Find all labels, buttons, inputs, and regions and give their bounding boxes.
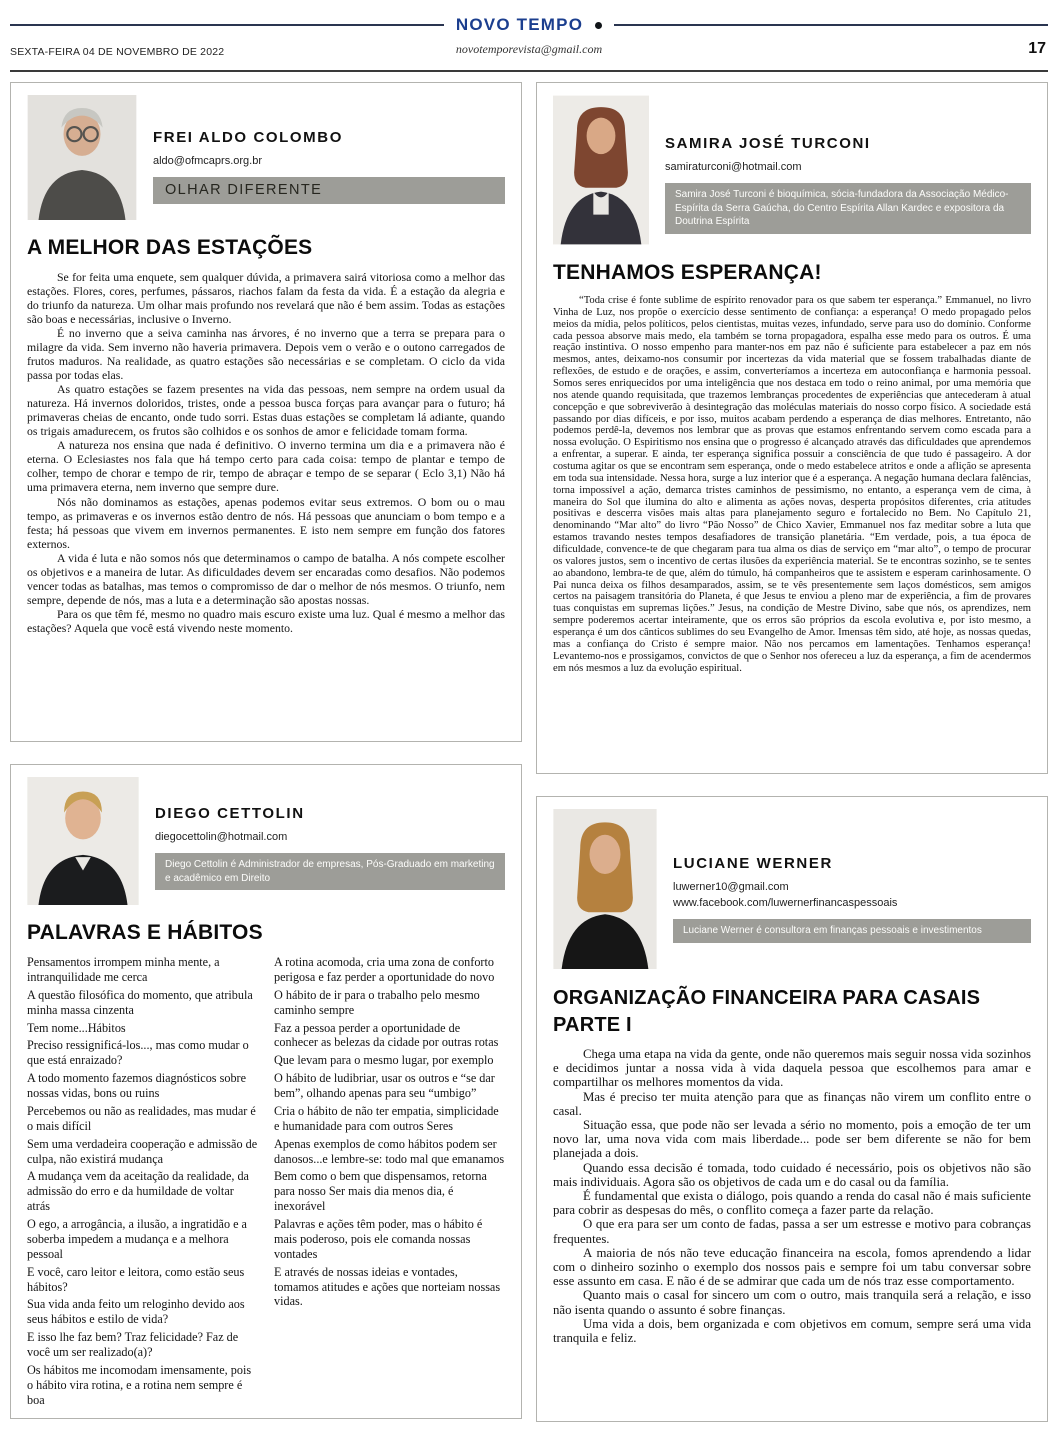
paragraph: Quanto mais o casal for sincero um com o outro, mais tranquila será a relação, e isso não isenta quando o assunto é sobre finanças. bbox=[553, 1288, 1031, 1317]
header-divider bbox=[10, 70, 1048, 72]
paragraph: Para os que têm fé, mesmo no quadro mais escuro existe uma luz. Qual é mesmo a melhor das estações? Aquela que você está vivendo neste momento. bbox=[27, 606, 505, 635]
article-body bbox=[27, 955, 505, 1411]
author-email: diegocettolin@hotmail.com bbox=[155, 831, 288, 843]
paragraph: É fundamental que exista o diálogo, pois quando a renda do casal não é mais suficiente para cobrir as despesas do mês, o conflito começa a fazer parte da relação. bbox=[553, 1189, 1031, 1218]
masthead-rule-left bbox=[10, 24, 444, 26]
article-headline: TENHAMOS ESPERANÇA! bbox=[553, 261, 822, 284]
author-email: samiraturconi@hotmail.com bbox=[665, 161, 802, 173]
paragraph: E isso lhe faz bem? Traz felicidade? Faz de você um ser realizado(a)? bbox=[27, 1330, 239, 1359]
paragraph: Pensamentos irrompem minha mente, a intranquilidade me cerca bbox=[27, 955, 220, 984]
left-column bbox=[10, 82, 522, 1422]
paragraph: É no inverno que a seiva caminha nas árvores, é no inverno que a terra se prepara para o milagre da vida. Sem inverno não haveria primavera. Depois vem o verão e o outono carregados de frutos maduros. Na realidade, as quatro estações são necessárias e se completam. O ciclo da vida passa por todas elas. bbox=[27, 326, 505, 383]
article-body bbox=[27, 270, 505, 635]
author-email: aldo@ofmcaprs.org.br bbox=[153, 155, 262, 167]
paragraph: Tem nome...Hábitos bbox=[27, 1020, 126, 1035]
author-name: SAMIRA JOSÉ TURCONI bbox=[665, 135, 871, 152]
author-header bbox=[27, 95, 505, 220]
author-header bbox=[553, 95, 1031, 245]
paragraph: Sua vida anda feito um reloginho devido aos seus hábitos e estilo de vida? bbox=[27, 1297, 245, 1327]
author-name: FREI ALDO COLOMBO bbox=[153, 129, 343, 146]
paragraph: E através de nossas ideias e vontades, tomamos atitudes e ações que norteiam nossas vidas. bbox=[274, 1264, 501, 1309]
paragraph: Palavras e ações têm poder, mas o hábito é mais poderoso, pois ele comanda nossas vontades bbox=[274, 1217, 483, 1261]
paragraph: O hábito de ludibriar, usar os outros e “se dar bem”, olhando apenas para seu “umbigo” bbox=[274, 1071, 495, 1100]
paragraph: O que era para ser um conto de fadas, passa a ser um estresse e motivo para cobranças frequentes. bbox=[553, 1217, 1031, 1246]
paragraph: E você, caro leitor e leitora, como estão seus hábitos? bbox=[27, 1264, 245, 1294]
paragraph: Cria o hábito de não ter empatia, simplicidade e humanidade para com outros Seres bbox=[274, 1103, 499, 1133]
section-bar: OLHAR DIFERENTE bbox=[153, 177, 505, 204]
masthead bbox=[10, 12, 1048, 72]
paragraph: A questão filosófica do momento, que atribula minha massa cinzenta bbox=[27, 987, 253, 1017]
author-website: www.facebook.com/luwernerfinancaspessoais bbox=[673, 897, 898, 909]
article-body bbox=[553, 295, 1031, 675]
masthead-dot-icon bbox=[595, 22, 602, 29]
author-header bbox=[27, 777, 505, 905]
paragraph: Quando essa decisão é tomada, todo cuidado é necessário, pois os objetivos não são mais individuais. Agora são os objetivos de cada um e do casal ou da família. bbox=[553, 1160, 1031, 1189]
author-name: LUCIANE WERNER bbox=[673, 855, 833, 872]
author-bio-bar: Diego Cettolin é Administrador de empresas, Pós-Graduado em marketing e acadêmico em Direito bbox=[155, 853, 505, 890]
paragraph: Sem uma verdadeira cooperação e admissão de culpa, não existirá mudança bbox=[27, 1136, 258, 1166]
paragraph: A rotina acomoda, cria uma zona de conforto perigosa e faz perder a oportunidade do novo bbox=[274, 955, 495, 984]
author-bio-bar: Luciane Werner é consultora em finanças pessoais e investimentos bbox=[673, 919, 1031, 943]
paragraph: A maioria de nós não teve educação financeira na escola, fomos aprendendo a lidar com o dinheiro sozinho o exemplo dos nossos pais e sempre foi um tabu conversar sobre esse assunto em casa. E não é de se admirar que cada um de nós traz esse comportamento. bbox=[553, 1245, 1031, 1289]
article-luciane-werner bbox=[536, 796, 1048, 1422]
page-number: 17 bbox=[1028, 40, 1046, 57]
content-grid bbox=[10, 82, 1048, 1422]
poem-column-2 bbox=[274, 955, 505, 1411]
author-photo bbox=[27, 95, 137, 220]
elderly-man-glasses-avatar bbox=[27, 95, 137, 220]
paragraph: Mas é preciso ter muita atenção para que as finanças não virem um conflito entre o casal. bbox=[553, 1089, 1031, 1118]
paragraph: A vida é luta e não somos nós que determinamos o campo de batalha. A nós compete escolher os objetivos e a maneira de lutar. As dificuldades devem ser encaradas como desafios. Não podemos vencer todas as batalhas, mas temos o compromisso de dar o melhor de nós mesmos. O triunfo, nem sempre, depende de nós, mas a luta e a determinação são apostas nossas. bbox=[27, 550, 505, 607]
paragraph: Nós não dominamos as estações, apenas podemos evitar seus extremos. O bom ou o mau tempo, as primaveras e os invernos estão dentro de nós. Há pessoas que anunciam o bom tempo e a festa; há pessoas que vivem em invernos permanentes. E isto nem sempre em função dos fatores externos. bbox=[27, 494, 505, 551]
paragraph: A natureza nos ensina que nada é definitivo. O inverno termina um dia e a primavera não é eterna. O Eclesiastes nos fala que há tempo certo para cada coisa: tempo de plantar e tempo de colher, tempo de chorar e tempo de rir, tempo de abraçar e tempo de se separar ( Eclo 3,1) Não há uma primavera eterna, nem inverno que sempre dure. bbox=[27, 438, 505, 495]
paragraph: A todo momento fazemos diagnósticos sobre nossas vidas, bons ou ruins bbox=[27, 1071, 246, 1100]
paragraph: Percebemos ou não as realidades, mas mudar é o mais difícil bbox=[27, 1103, 256, 1133]
author-photo bbox=[553, 809, 657, 969]
article-body bbox=[553, 1047, 1031, 1345]
paragraph: Chega uma etapa na vida da gente, onde não queremos mais seguir nossa vida sozinhos e decidimos juntar a nossa vida à vida daquela pessoa que escolhemos para amar e compartilhar os melhores momentos da vida. bbox=[553, 1047, 1031, 1090]
paragraph: Uma vida a dois, bem organizada e com objetivos em comum, sempre será uma vida tranquila e feliz. bbox=[553, 1316, 1031, 1346]
paragraph: Preciso ressignificá-los..., mas como mudar o que está enraizado? bbox=[27, 1038, 249, 1068]
author-photo bbox=[553, 95, 649, 245]
author-photo bbox=[27, 777, 139, 905]
poem-column-1 bbox=[27, 955, 258, 1411]
paragraph: O ego, a arrogância, a ilusão, a ingratidão e a soberba impedem a mudança e a melhora pessoal bbox=[27, 1217, 247, 1261]
article-diego-cettolin bbox=[10, 764, 522, 1419]
article-frei-aldo bbox=[10, 82, 522, 742]
author-bio-bar: Samira José Turconi é bioquímica, sócia-fundadora da Associação Médico-Espírita da Serra Gaúcha, do Centro Espírita Allan Kardec e expositora da Doutrina Espírita bbox=[665, 183, 1031, 234]
edition-date: SEXTA-FEIRA 04 DE NOVEMBRO DE 2022 bbox=[10, 46, 225, 58]
article-samira-turconi bbox=[536, 82, 1048, 774]
paragraph: Faz a pessoa perder a oportunidade de conhecer as belezas da cidade por outras rotas bbox=[274, 1020, 499, 1050]
paragraph: Os hábitos me incomodam imensamente, pois o hábito vira rotina, e a rotina nem sempre é boa bbox=[27, 1362, 252, 1407]
newspaper-email: novotemporevista@gmail.com bbox=[455, 42, 603, 56]
paragraph: Situação essa, que pode não ser levada a sério no momento, pois a emoção de ter um novo lar, uma nova vida com mais liberdade... pode ser bem diferente se não for bem planejada a dois. bbox=[553, 1118, 1031, 1161]
newspaper-title: NOVO TEMPO bbox=[455, 15, 584, 34]
author-email: luwerner10@gmail.com bbox=[673, 881, 789, 893]
paragraph: Que levam para o mesmo lugar, por exemplo bbox=[274, 1053, 494, 1068]
paragraph: Apenas exemplos de como hábitos podem ser danosos...e lembre-se: todo mal que emanamos bbox=[274, 1136, 505, 1166]
paragraph: O hábito de ir para o trabalho pelo mesmo caminho sempre bbox=[274, 987, 480, 1017]
blond-man-polo-avatar bbox=[27, 777, 139, 905]
paragraph: “Toda crise é fonte sublime de espírito renovador para os que sabem ter esperança.” Emmanuel, no livro Vinha de Luz, nos propõe o exercício desse sentimento de confiança: a esperança! O medo propagado pelos meios da mídia, pelos políticos, pelos cientistas, muitas vezes, infundado, serve para uso do domínio. Conforme cada pessoa absorve mais medo, ela também se torna propagadora, espalha esse medo para os outros. É uma reação instintiva. O nosso empenho para manter-nos em paz não é suficiente para estabelecer a paz em nós mesmos, antes, deixamo-nos consumir por incertezas da vida material que se fossem trabalhadas diante de reflexões, de estudo e de orações, e assim, converteríamos a incerteza em autoconfiança e harmonia pessoal. Somos seres enriquecidos por uma inteligência que nos destaca em todo o reino animal, por uma memória que nos atende quando requisitada, que trazemos lembranças procedentes de experiências que antecederam à atual concepção e que sobreviverão à desintegração das moléculas materiais do nosso corpo físico. A sociedade está passando por dias difíceis, e por isso, muitos acabam perdendo a esperança de dias melhores. Entretanto, não podemos perdê-la, devemos nos lembrar que as provas que estamos enfrentando servem como escada para a nossa evolução. O Espiritismo nos ensina que o progresso é alcançado através das dificuldades que aprendemos a enfrentar, a superar. E ainda, ter esperança significa possuir a consciência de que tudo é passageiro. A dor costuma agitar os que se encontram sem esperança, onde o medo estabelece atritos e onde a aflição se apresenta em toda sua intensidade. Nessa hora, surge a luz interior que é a esperança. A negação humana declara falências, torna impossível a ação, demarca tristes caminhos de pessimismo, no entanto, a esperança vem de cima, à maneira do Sol que ilumina do alto e alimenta as ações novas, desperta propósitos diferentes, cria atitudes positivas e descerra visões mais altas para planejamento seguro e fortalecido no Bem. No Capítulo 21, denominando “Mar alto” do livro “Pão Nosso” de Chico Xavier, Emmanuel nos faz meditar sobre a luta que estamos travando nestes tempos desafiadores de transição planetária. “Em verdade, pois, a tua época de dificuldade, convence-te de que chegaram para tua alma os dias de serviço em “mar alto”, o tempo de procurar os valores justos, sem o incentivo de certas ilusões da experiência material. Se te encontras sozinho, se te sentes ao abandono, lembra-te de que, além do túmulo, há companheiros que te assistem e esperam carinhosamente. O Pai nunca deixa os filhos desamparados, assim, se te vês presentemente sem laços domésticos, sem amigos certos na paisagem transitória do Planeta, é que Jesus te enviou a pleno mar de experiência, a fim de provares tuas conquistas em supremas lições.” Jesus, na condição de Mestre Divino, sabe que nós, os aprendizes, nem sempre poderemos acertar inteiramente, que os erros são próprios da escola evolutiva e, por isto mesmo, a esperança é um dos cânticos sublimes do seu Evangelho de Amor. Imensas têm sido, até hoje, as nossas quedas, mas a confiança do Cristo é sempre maior. Não nos percamos em lamentações. Tenhamos esperança! Levantemo-nos e prossigamos, convictos de que o Senhor nos ofereceu a luz da esperança, a fim de acendermos em nós mesmos a luz da evolução espiritual. bbox=[553, 295, 1031, 674]
article-headline: A MELHOR DAS ESTAÇÕES bbox=[27, 236, 313, 259]
auburn-hair-woman-avatar bbox=[553, 95, 649, 245]
author-name: DIEGO CETTOLIN bbox=[155, 805, 305, 822]
author-header bbox=[553, 809, 1031, 969]
right-column bbox=[536, 82, 1048, 1422]
blonde-woman-avatar bbox=[553, 809, 657, 969]
paragraph: Bem como o bem que dispensamos, retorna para nosso Ser mais dia menos dia, é inexorável bbox=[274, 1169, 487, 1214]
article-headline: ORGANIZAÇÃO FINANCEIRA PARA CASAIS PARTE I bbox=[553, 987, 981, 1036]
masthead-rule-right bbox=[614, 24, 1048, 26]
paragraph: Se for feita uma enquete, sem qualquer dúvida, a primavera sairá vitoriosa como a melhor das estações. Flores, cores, perfumes, pássaros, riachos falam da festa da vida. É a estação da alegria e do triunfo da natureza. Um olhar mais profundo nos revelará que não é bem assim. Todas as estações são boas e necessárias, inclusive o Inverno. bbox=[27, 270, 505, 327]
article-headline: PALAVRAS E HÁBITOS bbox=[27, 921, 263, 944]
paragraph: As quatro estações se fazem presentes na vida das pessoas, nem sempre na ordem usual da natureza. Há invernos doloridos, tristes, onde a pessoa busca forças para avançar para o futuro; há primaveras cheias de encanto, onde tudo sorri. Estas duas estações se completam lá adiante, quando os trigais amadurecem, os frutos são colhidos e os sonhos de amor e felicidade tomam forma. bbox=[27, 382, 505, 439]
paragraph: A mudança vem da aceitação da realidade, da admissão do erro e da humildade de voltar atrás bbox=[27, 1169, 249, 1214]
